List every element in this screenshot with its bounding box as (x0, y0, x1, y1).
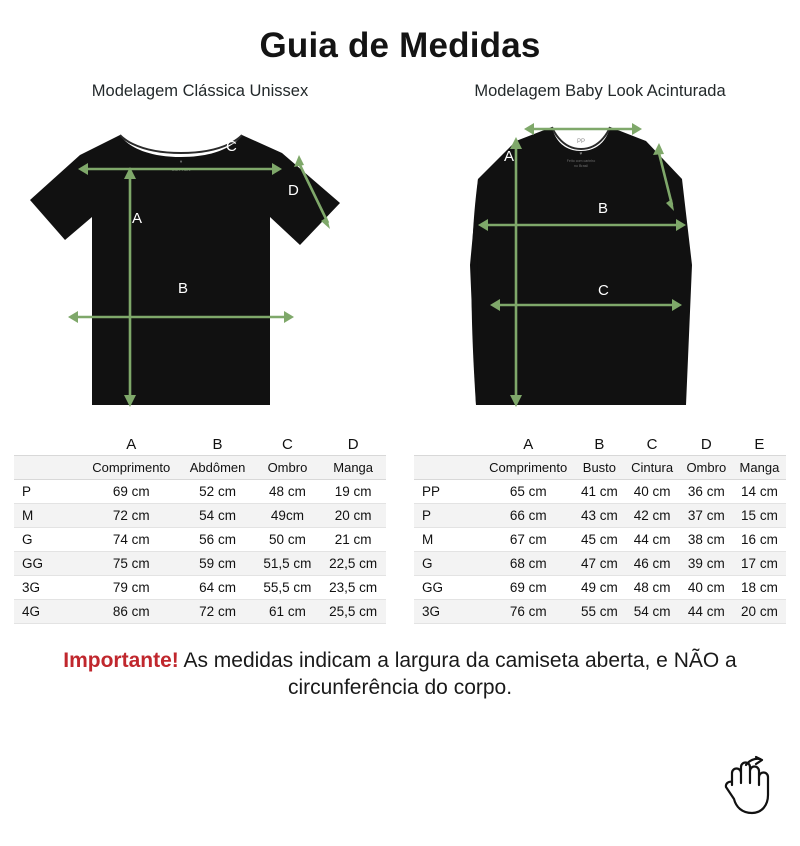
cell-abdomen: 59 cm (181, 552, 255, 576)
cell-manga: 22,5 cm (320, 552, 386, 576)
cell-ombro: 49cm (255, 504, 321, 528)
table-row (414, 552, 786, 576)
cell-abdomen: 56 cm (181, 528, 255, 552)
header-comprimento: Comprimento (482, 456, 574, 480)
cell-size: G (14, 528, 82, 552)
cell-comprimento: 72 cm (82, 504, 181, 528)
important-label: Importante! (63, 649, 179, 672)
letter-A: A (126, 436, 137, 453)
column-unissex-subtitle: Modelagem Clássica Unissex (91, 82, 309, 100)
size-guide-page (0, 26, 800, 846)
svg-text:Feito com carinho: Feito com carinho (566, 159, 596, 163)
cell-ombro: 48 cm (255, 480, 321, 504)
cell-cintura: 48 cm (624, 576, 679, 600)
table-row (414, 576, 786, 600)
important-note (0, 648, 800, 702)
cell-busto: 41 cm (574, 480, 624, 504)
cell-manga: 25,5 cm (320, 600, 386, 624)
cell-cintura: 40 cm (624, 480, 679, 504)
header-comprimento: Comprimento (82, 456, 181, 480)
letter-D: D (347, 436, 359, 453)
label-D: D (618, 108, 629, 125)
cell-comprimento: 67 cm (482, 528, 574, 552)
svg-text:no Brasil: no Brasil (574, 164, 588, 168)
cell-manga: 17 cm (733, 552, 786, 576)
page-title: Guia de Medidas (259, 26, 541, 65)
column-unissex (0, 82, 400, 624)
cell-ombro: 50 cm (255, 528, 321, 552)
pointing-hand-icon (712, 755, 774, 822)
table-row (414, 528, 786, 552)
cell-comprimento: 69 cm (482, 576, 574, 600)
label-C: C (598, 282, 609, 299)
cell-busto: 43 cm (574, 504, 624, 528)
cell-ombro: 37 cm (680, 504, 733, 528)
cell-busto: 49 cm (574, 576, 624, 600)
cell-ombro: 36 cm (680, 480, 733, 504)
header-manga: Manga (320, 456, 386, 480)
cell-size: P (414, 504, 482, 528)
cell-comprimento: 75 cm (82, 552, 181, 576)
header-ombro: Ombro (680, 456, 733, 480)
cell-manga: 23,5 cm (320, 576, 386, 600)
header-cintura: Cintura (624, 456, 679, 480)
babylook-tshirt-svg (410, 105, 790, 425)
table-row (14, 504, 386, 528)
important-text: As medidas indicam a largura da camiseta aberta, e NÃO a circunferência do corpo. (178, 649, 737, 699)
hand-cursor-svg (712, 755, 774, 817)
unissex-letters-header (14, 435, 386, 456)
label-D: D (288, 182, 299, 199)
svg-text:♦: ♦ (179, 159, 183, 165)
cell-ombro: 55,5 cm (255, 576, 321, 600)
header-size (414, 456, 482, 480)
cell-abdomen: 64 cm (181, 576, 255, 600)
unissex-labels-header (14, 456, 386, 480)
cell-comprimento: 68 cm (482, 552, 574, 576)
table-row (14, 480, 386, 504)
cell-comprimento: 69 cm (82, 480, 181, 504)
unissex-table-body (14, 480, 386, 624)
cell-ombro: 61 cm (255, 600, 321, 624)
cell-size: PP (414, 480, 482, 504)
letters-blank (414, 435, 482, 456)
letter-C: C (646, 436, 658, 453)
cell-cintura: 42 cm (624, 504, 679, 528)
letter-C: C (282, 436, 293, 453)
table-row (14, 528, 386, 552)
cell-comprimento: 76 cm (482, 600, 574, 624)
cell-size: 3G (14, 576, 82, 600)
table-row (14, 552, 386, 576)
letter-D: D (700, 436, 712, 453)
table-row (14, 600, 386, 624)
cell-manga: 20 cm (733, 600, 786, 624)
unissex-table-wrap (0, 435, 400, 624)
cell-manga: 15 cm (733, 504, 786, 528)
table-row (14, 576, 386, 600)
header-busto: Busto (574, 456, 624, 480)
cell-manga: 19 cm (320, 480, 386, 504)
cell-busto: 55 cm (574, 600, 624, 624)
cell-abdomen: 52 cm (181, 480, 255, 504)
cell-size: G (414, 552, 482, 576)
cell-size: P (14, 480, 82, 504)
header-abdomen: Abdômen (181, 456, 255, 480)
label-A: A (504, 148, 515, 165)
header-ombro: Ombro (255, 456, 321, 480)
cell-abdomen: 72 cm (181, 600, 255, 624)
svg-text:PP: PP (576, 139, 586, 145)
letter-A: A (523, 436, 534, 453)
letters-blank (14, 435, 82, 456)
cell-comprimento: 65 cm (482, 480, 574, 504)
letter-B: B (212, 436, 223, 453)
cell-comprimento: 66 cm (482, 504, 574, 528)
babylook-table-body (414, 480, 786, 624)
size-guide-columns (0, 82, 800, 624)
cell-ombro: 39 cm (680, 552, 733, 576)
cell-ombro: 38 cm (680, 528, 733, 552)
table-row (414, 480, 786, 504)
babylook-letters-header (414, 435, 786, 456)
unissex-tshirt-diagram (0, 105, 400, 435)
cell-cintura: 46 cm (624, 552, 679, 576)
cell-ombro: 44 cm (680, 600, 733, 624)
cell-abdomen: 54 cm (181, 504, 255, 528)
label-C: C (226, 138, 237, 155)
cell-cintura: 54 cm (624, 600, 679, 624)
cell-manga: 21 cm (320, 528, 386, 552)
svg-text:COTTON: COTTON (171, 167, 191, 172)
babylook-table-wrap (400, 435, 800, 624)
cell-size: M (414, 528, 482, 552)
label-E: E (668, 140, 679, 157)
babylook-size-table (414, 435, 786, 624)
unissex-tshirt-svg (10, 105, 390, 425)
cell-comprimento: 74 cm (82, 528, 181, 552)
cell-comprimento: 79 cm (82, 576, 181, 600)
cell-manga: 14 cm (733, 480, 786, 504)
label-A: A (132, 210, 143, 227)
cell-manga: 20 cm (320, 504, 386, 528)
label-B: B (598, 200, 609, 217)
cell-size: 4G (14, 600, 82, 624)
cell-size: 3G (414, 600, 482, 624)
table-row (414, 600, 786, 624)
babylook-labels-header (414, 456, 786, 480)
svg-text:♥: ♥ (579, 151, 583, 157)
cell-ombro: 40 cm (680, 576, 733, 600)
header-size (14, 456, 82, 480)
column-babylook-subtitle: Modelagem Baby Look Acinturada (474, 82, 726, 100)
cell-size: GG (414, 576, 482, 600)
cell-size: GG (14, 552, 82, 576)
cell-ombro: 51,5 cm (255, 552, 321, 576)
cell-manga: 18 cm (733, 576, 786, 600)
letter-E: E (754, 436, 765, 453)
cell-busto: 45 cm (574, 528, 624, 552)
cell-busto: 47 cm (574, 552, 624, 576)
cell-manga: 16 cm (733, 528, 786, 552)
unissex-size-table (14, 435, 386, 624)
letter-B: B (594, 436, 605, 453)
table-row (414, 504, 786, 528)
header-manga: Manga (733, 456, 786, 480)
cell-cintura: 44 cm (624, 528, 679, 552)
babylook-tshirt-diagram (400, 105, 800, 435)
column-babylook (400, 82, 800, 624)
cell-size: M (14, 504, 82, 528)
cell-comprimento: 86 cm (82, 600, 181, 624)
label-B: B (178, 280, 189, 297)
